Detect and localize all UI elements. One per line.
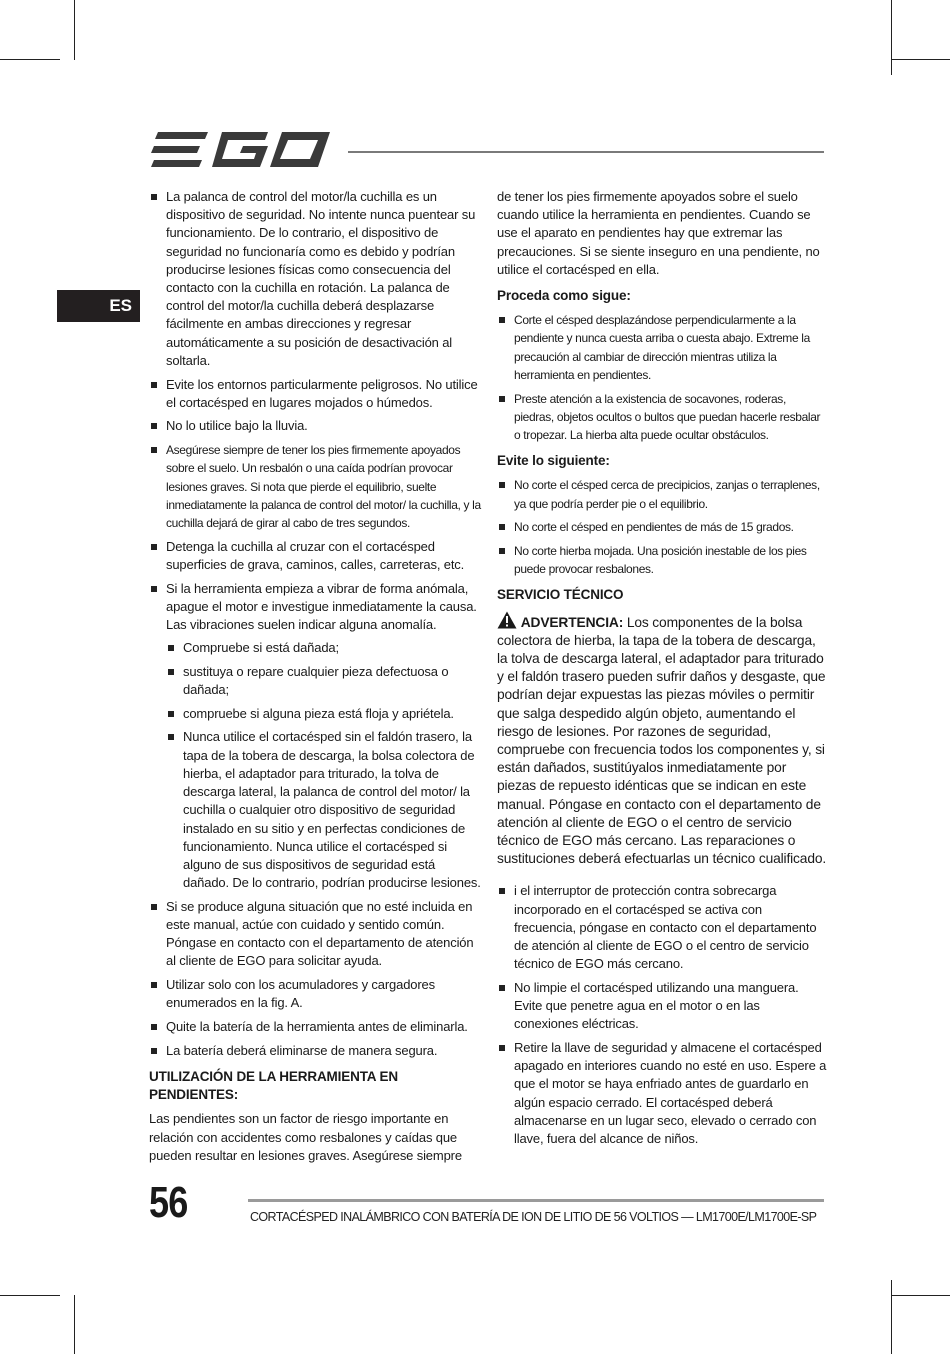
list-item: No corte el césped en pendientes de más de 15 grados. <box>497 518 827 536</box>
slopes-paragraph: Las pendientes son un factor de riesgo importante en relación con accidentes como resbalones y caídas que pueden resultar en lesiones graves. Asegúrese siempre <box>149 1111 462 1163</box>
sub-list <box>166 639 481 892</box>
list-item: Evite los entornos particularmente peligrosos. No utilice el cortacésped en lugares mojados o húmedos. <box>149 376 481 412</box>
warning-label: ADVERTENCIA: <box>520 614 624 630</box>
crop-mark <box>891 0 892 75</box>
page-number: 56 <box>149 1178 188 1227</box>
sub-list-item: Nunca utilice el cortacésped sin el faldón trasero, la tapa de la tobera de descarga, la bolsa colectora de hierba, el adaptador para triturado, la tolva de descarga lateral, la palanca de control del motor/ la cuchilla o cualquier otro dispositivo de seguridad instalado en su sitio y en perfectas condiciones de funcionamiento. Nunca utilice el cortacésped si alguno de sus dispositivos de seguridad está dañado. De lo contrario, podrían producirse lesiones. <box>166 728 481 892</box>
list-item: Asegúrese siempre de tener los pies firmemente apoyados sobre el suelo. Un resbalón o una caída podrían provocar lesiones graves. Si nota que pierde el equilibrio, suelte inmediatamente la palanca de control del motor/ la cuchilla, y la cuchilla dejará de girar al cabo de tres segundos. <box>149 441 481 532</box>
list-item: La batería deberá eliminarse de manera segura. <box>149 1042 481 1060</box>
slopes-heading: UTILIZACIÓN DE LA HERRAMIENTA EN PENDIENTES: <box>149 1068 398 1103</box>
list-item: No limpie el cortacésped utilizando una manguera. Evite que penetre agua en el motor o en las conexiones eléctricas. <box>497 979 827 1034</box>
list-item: Si se produce alguna situación que no esté incluida en este manual, actúe con cuidado y sentido común. Póngase en contacto con el departamento de atención al cliente de EGO para solicitar ayuda. <box>149 898 481 971</box>
list-item: Utilizar solo con los acumuladores y cargadores enumerados en la fig. A. <box>149 976 481 1012</box>
avoid-list <box>497 476 827 578</box>
slopes-paragraph-continued: de tener los pies firmemente apoyados sobre el suelo cuando utilice la herramienta en pendientes. Cuando se use el aparato en pendientes hay que extremar las precauciones. Si se siente inseguro en una pendiente, no utilice el cortacésped en ella. <box>497 189 820 277</box>
crop-mark <box>0 1295 60 1296</box>
language-tab: ES <box>57 290 140 322</box>
ego-logo <box>150 130 330 170</box>
crop-mark <box>891 1280 892 1354</box>
footer-title: CORTACÉSPED INALÁMBRICO CON BATERÍA DE ION DE LITIO DE 56 VOLTIOS — LM1700E/LM1700E-SP <box>250 1210 817 1224</box>
list-item: Quite la batería de la herramienta antes de eliminarla. <box>149 1018 481 1036</box>
crop-mark <box>74 0 75 60</box>
crop-mark <box>891 59 950 60</box>
left-column <box>149 188 481 1171</box>
list-item-text: Si la herramienta empieza a vibrar de forma anómala, apague el motor e investigue inmediatamente la causa. Las vibraciones suelen indicar alguna anomalía. <box>166 580 477 632</box>
sub-list-item: Compruebe si está dañada; <box>166 639 481 657</box>
crop-mark <box>74 1295 75 1354</box>
crop-mark <box>891 1295 950 1296</box>
list-item: No lo utilice bajo la lluvia. <box>149 417 481 435</box>
sub-list-item: sustituya o repare cualquier pieza defectuosa o dañada; <box>166 663 481 699</box>
warning-paragraph <box>497 611 827 869</box>
footer-rule <box>248 1199 824 1202</box>
list-item: Corte el césped desplazándose perpendicularmente a la pendiente y nunca cuesta arriba o cuesta abajo. Extreme la precaución al cambiar de dirección mientras utiliza la herramienta en pendientes. <box>497 311 827 384</box>
warning-icon <box>497 611 517 629</box>
sub-list-item: compruebe si alguna pieza está floja y apriétela. <box>166 705 481 723</box>
safety-list <box>149 188 481 1060</box>
list-item: Detenga la cuchilla al cruzar con el cortacésped superficies de grava, caminos, calles, carreteras, etc. <box>149 538 481 574</box>
avoid-heading: Evite lo siguiente: <box>497 453 610 469</box>
list-item: No corte el césped cerca de precipicios, zanjas o terraplenes, ya que podría perder pie o el equilibrio. <box>497 476 827 512</box>
crop-mark <box>0 59 60 60</box>
proceed-list <box>497 311 827 444</box>
service-heading: SERVICIO TÉCNICO <box>497 587 624 603</box>
right-column <box>497 188 827 1154</box>
service-list <box>497 882 827 1148</box>
proceed-heading: Proceda como sigue: <box>497 288 631 304</box>
list-item: i el interruptor de protección contra sobrecarga incorporado en el cortacésped se activa con frecuencia, póngase en contacto con el departamento de atención al cliente de EGO o el centro de servicio técnico de EGO más cercano. <box>497 882 827 973</box>
list-item: No corte hierba mojada. Una posición inestable de los pies puede provocar resbalones. <box>497 542 827 578</box>
list-item: Preste atención a la existencia de socavones, roderas, piedras, objetos ocultos o bultos que puedan hacerle resbalar o tropezar. La hierba alta puede ocultar obstáculos. <box>497 390 827 445</box>
warning-text: Los componentes de la bolsa colectora de hierba, la tapa de la tobera de descarga, la tolva de descarga lateral, el adaptador para triturado y el faldón trasero pueden sufrir daños y desgaste, que podrían dejar expuestas las piezas móviles o permitir que salga despedido algún objeto, aumentando el riesgo de lesiones. Por razones de seguridad, compruebe con frecuencia todos los componentes y, si están dañados, sustitúyalos inmediatamente por piezas de repuesto idénticas que se indican en este manual. Póngase en contacto con el departamento de atención al cliente de EGO o el centro de servicio técnico de EGO más cercano. Las reparaciones o sustituciones deberá efectuarlas un técnico cualificado. <box>497 614 827 867</box>
list-item: La palanca de control del motor/la cuchilla es un dispositivo de seguridad. No intente nunca puentear su funcionamiento. De lo contrario, el dispositivo de seguridad no funcionaría como es debido y podrían producirse lesiones físicas como consecuencia del contacto con la cuchilla en rotación. La palanca de control del motor/la cuchilla deberá desplazarse fácilmente en ambas direcciones y regresar automáticamente a su posición de desactivación al soltarla. <box>149 188 481 370</box>
list-item: Retire la llave de seguridad y almacene el cortacésped apagado en interiores cuando no esté en uso. Espere a que el motor se haya enfriado antes de guardarlo en algún espacio cerrado. El cortacésped deberá almacenarse en un lugar seco, elevado o cerrado con llave, fuera del alcance de niños. <box>497 1039 827 1148</box>
header-rule <box>348 151 824 153</box>
list-item <box>149 580 481 893</box>
